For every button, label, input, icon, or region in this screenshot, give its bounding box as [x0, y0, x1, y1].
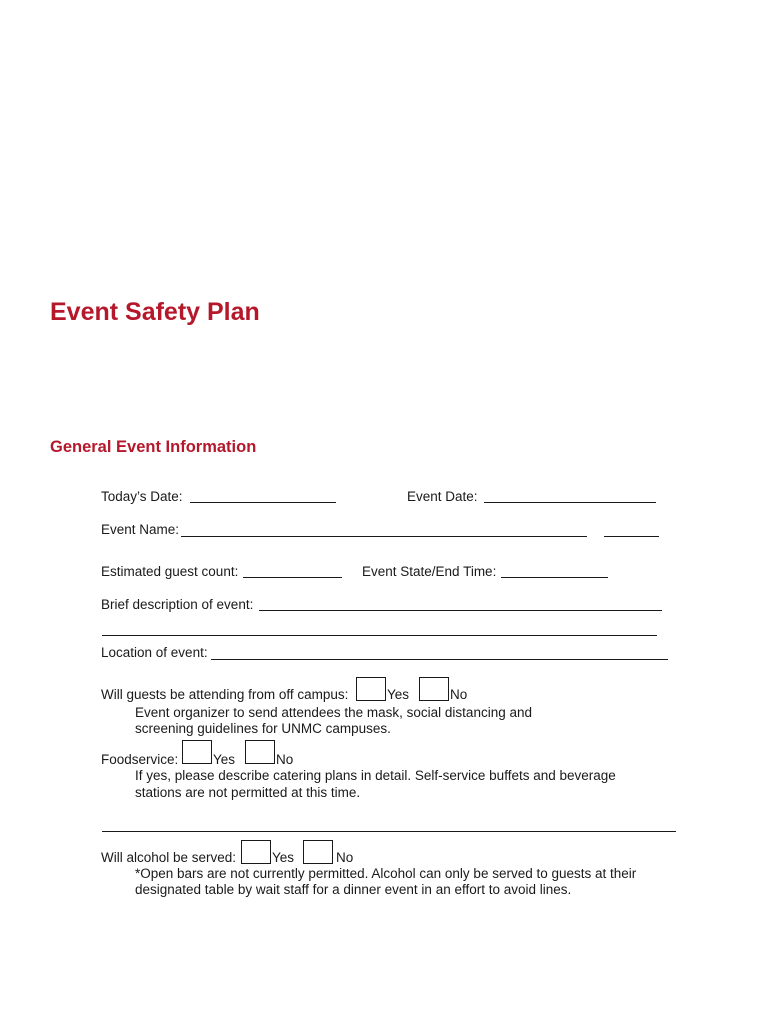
foodservice-question: Foodservice: [101, 752, 179, 767]
event-name-field[interactable] [181, 536, 587, 537]
alcohol-yes-label: Yes [272, 850, 295, 865]
event-date-field[interactable] [484, 502, 656, 503]
off-campus-question: Will guests be attending from off campus: [101, 687, 349, 702]
location-field[interactable] [211, 659, 668, 660]
start-end-time-field[interactable] [501, 577, 608, 578]
brief-description-field-line2[interactable] [102, 635, 657, 636]
alcohol-no-label: No [336, 850, 354, 865]
start-end-time-label: Event State/End Time: [362, 564, 497, 579]
foodservice-yes-checkbox[interactable] [182, 740, 212, 764]
alcohol-note-line1: *Open bars are not currently permitted. Alcohol can only be served to guests at their [135, 866, 637, 881]
todays-date-field[interactable] [190, 502, 336, 503]
foodservice-yes-label: Yes [213, 752, 236, 767]
foodservice-note-line2: stations are not permitted at this time. [135, 785, 361, 800]
alcohol-no-checkbox[interactable] [303, 840, 333, 864]
off-campus-note-line2: screening guidelines for UNMC campuses. [135, 721, 391, 736]
foodservice-no-label: No [276, 752, 294, 767]
alcohol-question: Will alcohol be served: [101, 850, 237, 865]
off-campus-yes-checkbox[interactable] [356, 677, 386, 701]
event-name-label: Event Name: [101, 522, 180, 537]
off-campus-note-line1: Event organizer to send attendees the mask, social distancing and [135, 705, 532, 720]
foodservice-no-checkbox[interactable] [245, 740, 275, 764]
guest-count-field[interactable] [243, 577, 342, 578]
off-campus-no-label: No [450, 687, 468, 702]
location-label: Location of event: [101, 645, 208, 660]
off-campus-no-checkbox[interactable] [419, 677, 449, 701]
event-name-field-extension[interactable] [604, 536, 659, 537]
brief-description-field[interactable] [259, 610, 662, 611]
document-title: Event Safety Plan [50, 298, 260, 326]
todays-date-label: Today’s Date: [101, 489, 183, 504]
brief-description-label: Brief description of event: [101, 597, 254, 612]
catering-details-field[interactable] [102, 831, 676, 832]
foodservice-note-line1: If yes, please describe catering plans in detail. Self-service buffets and beverage [135, 768, 616, 783]
alcohol-note-line2: designated table by wait staff for a dinner event in an effort to avoid lines. [135, 882, 572, 897]
guest-count-label: Estimated guest count: [101, 564, 239, 579]
alcohol-yes-checkbox[interactable] [241, 840, 271, 864]
off-campus-yes-label: Yes [387, 687, 410, 702]
event-date-label: Event Date: [407, 489, 478, 504]
section-heading: General Event Information [50, 438, 257, 456]
